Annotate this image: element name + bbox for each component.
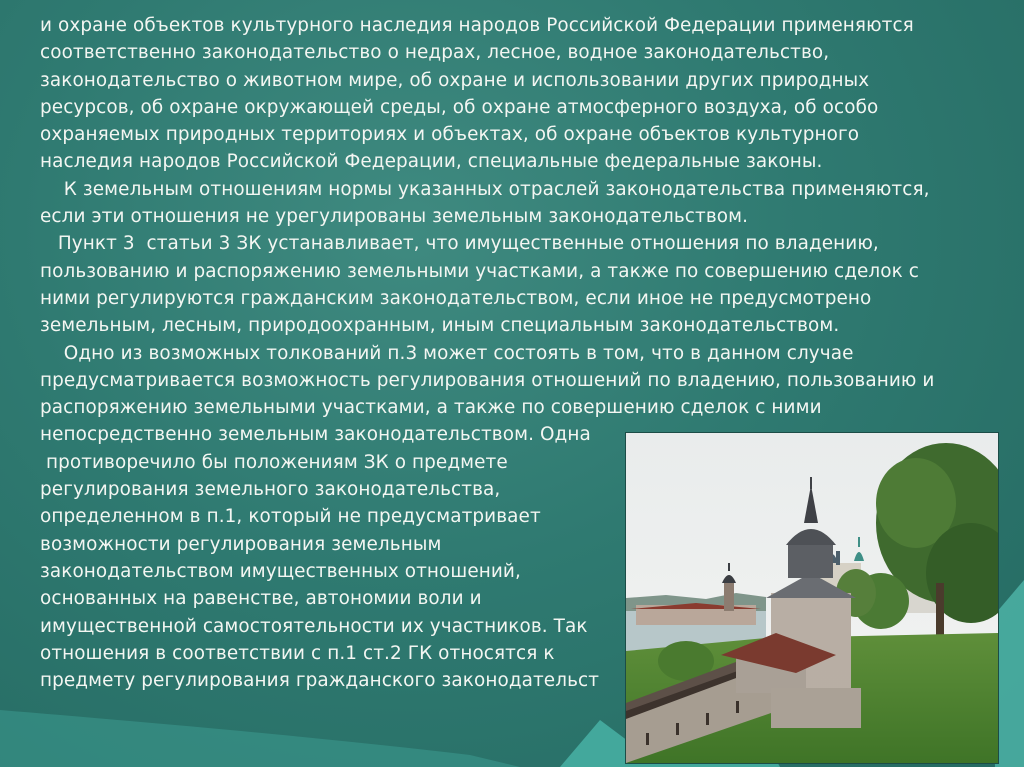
text-line: основанных на равенстве, автономии воли и [40,588,482,610]
text-line: возможности регулирования земельным [40,533,442,555]
text-line: непосредственно земельным законодательством. Одна [40,424,591,446]
text-line: ресурсов, об охране окружающей среды, об охране атмосферного воздуха, об особо [40,96,879,118]
text-line: законодательством имущественных отношений, [40,560,521,582]
text-line: отношения в соответствии с п.1 ст.2 ГК относятся к [40,642,555,664]
monastery-illustration [626,433,998,763]
text-line: пользованию и распоряжению земельными участками, а также по совершению сделок с [40,260,919,282]
text-line: предмету регулирования гражданского законодательст [40,670,600,692]
text-line: Одно из возможных толкований п.3 может состоять в том, что в данном случае [40,342,854,364]
text-line: ними регулируются гражданским законодательством, если иное не предусмотрено [40,287,872,309]
text-line: К земельным отношениям нормы указанных отраслей законодательства применяются, [40,178,930,200]
monastery-photo [625,432,999,764]
text-line: Пункт 3 статьи 3 ЗК устанавливает, что имущественные отношения по владению, [40,233,879,255]
text-line: соответственно законодательство о недрах, лесное, водное законодательство, [40,42,830,64]
text-line: противоречило бы положениям ЗК о предмете [40,451,508,473]
text-line: законодательство о животном мире, об охране и использовании других природных [40,69,870,91]
text-line: земельным, лесным, природоохранным, иным специальным законодательством. [40,315,840,337]
text-line: если эти отношения не урегулированы земельным законодательством. [40,206,749,228]
text-line: охраняемых природных территориях и объектах, об охране объектов культурного [40,124,860,146]
text-line: предусматривается возможность регулирования отношений по владению, пользованию и [40,369,935,391]
text-line: распоряжению земельными участками, а также по совершению сделок с ними [40,397,822,419]
text-line: наследия народов Российской Федерации, специальные федеральные законы. [40,151,823,173]
text-line: и охране объектов культурного наследия народов Российской Федерации применяются [40,15,914,36]
text-line: регулирования земельного законодательства, [40,479,501,501]
text-line: имущественной самостоятельности их участников. Так [40,615,588,637]
text-line: определенном в п.1, который не предусматривает [40,506,541,528]
